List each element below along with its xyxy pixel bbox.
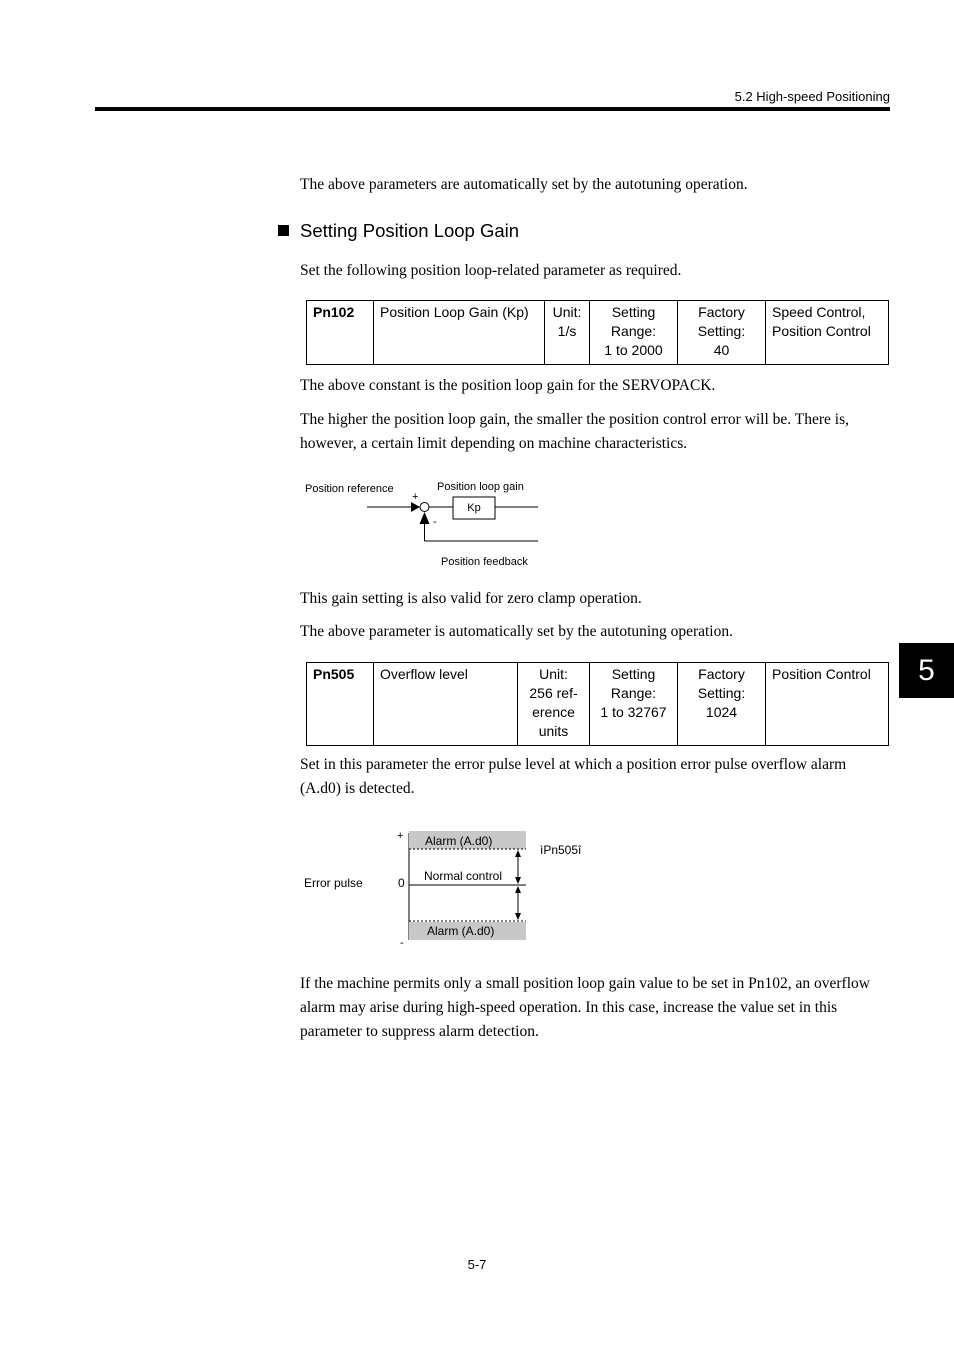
reference-arrowhead — [411, 502, 420, 512]
section-heading — [278, 220, 519, 242]
position-loop-gain-label: Position loop gain — [437, 481, 524, 493]
section-heading-text: Setting Position Loop Gain — [300, 220, 520, 241]
plus-sign: + — [412, 491, 419, 503]
error-pulse-label: Error pulse — [304, 876, 363, 890]
position-loop-block-diagram — [300, 475, 550, 575]
kp-label: Kp — [467, 502, 481, 514]
running-header: 5.2 High-speed Positioning — [734, 89, 890, 104]
feedback-arrowhead — [420, 512, 430, 524]
param-factory: Factory Setting: 1024 — [678, 663, 766, 746]
normal-control-label: Normal control — [424, 869, 503, 883]
param-table-pn102 — [306, 300, 889, 365]
set-in-paragraph: Set in this parameter the error pulse level at which a position error pulse overflow alarm (A.d0) is detected. — [300, 756, 847, 797]
param-range: Setting Range: 1 to 2000 — [590, 301, 678, 365]
bullet-square-icon — [278, 225, 289, 236]
final-paragraph: If the machine permits only a small position loop gain value to be set in Pn102, an overflow alarm may arise during high-speed operation. In this case, increase the value set in this parameter to suppress alarm detection. — [300, 975, 870, 1040]
header-rule — [95, 107, 890, 111]
plus-sign: + — [397, 830, 404, 842]
param-range: Setting Range: 1 to 32767 — [590, 663, 678, 746]
pn505-reference-label: ìPn505î — [540, 843, 582, 857]
lower-arrow-down — [515, 913, 521, 920]
param-unit: Unit: 256 ref- erence units — [518, 663, 590, 746]
autotune-paragraph: The above parameter is automatically set by the autotuning operation. — [300, 623, 733, 640]
upper-arrow-down — [515, 877, 521, 884]
intro-paragraph: The above parameters are automatically set by the autotuning operation. — [300, 176, 748, 193]
constant-paragraph: The above constant is the position loop gain for the SERVOPACK. — [300, 377, 716, 394]
section-intro-paragraph: Set the following position loop-related parameter as required. — [300, 262, 682, 279]
alarm-top-label: Alarm (A.d0) — [425, 834, 493, 848]
summing-junction — [420, 503, 429, 512]
zero-label: 0 — [398, 876, 405, 890]
param-table-pn505 — [306, 662, 889, 746]
higher-gain-paragraph: The higher the position loop gain, the smaller the position control error will be. There is, however, a certain limit depending on machine characteristics. — [300, 411, 849, 452]
chapter-tab: 5 — [899, 643, 954, 698]
param-name: Overflow level — [374, 663, 518, 746]
position-reference-label: Position reference — [305, 483, 394, 495]
page-number: 5-7 — [467, 1257, 487, 1272]
param-name: Position Loop Gain (Kp) — [374, 301, 545, 365]
param-unit: Unit: 1/s — [545, 301, 590, 365]
position-feedback-label: Position feedback — [441, 556, 528, 568]
param-number: Pn505 — [307, 663, 374, 746]
minus-sign: - — [400, 937, 404, 949]
zero-clamp-paragraph: This gain setting is also valid for zero clamp operation. — [300, 590, 642, 607]
minus-sign: - — [433, 516, 437, 528]
param-factory: Factory Setting: 40 — [678, 301, 766, 365]
param-control: Position Control — [766, 663, 889, 746]
error-pulse-diagram — [300, 825, 600, 950]
param-number: Pn102 — [307, 301, 374, 365]
upper-arrow-up — [515, 850, 521, 857]
lower-arrow-up — [515, 886, 521, 893]
alarm-bottom-label: Alarm (A.d0) — [427, 924, 495, 938]
param-control: Speed Control, Position Control — [766, 301, 889, 365]
